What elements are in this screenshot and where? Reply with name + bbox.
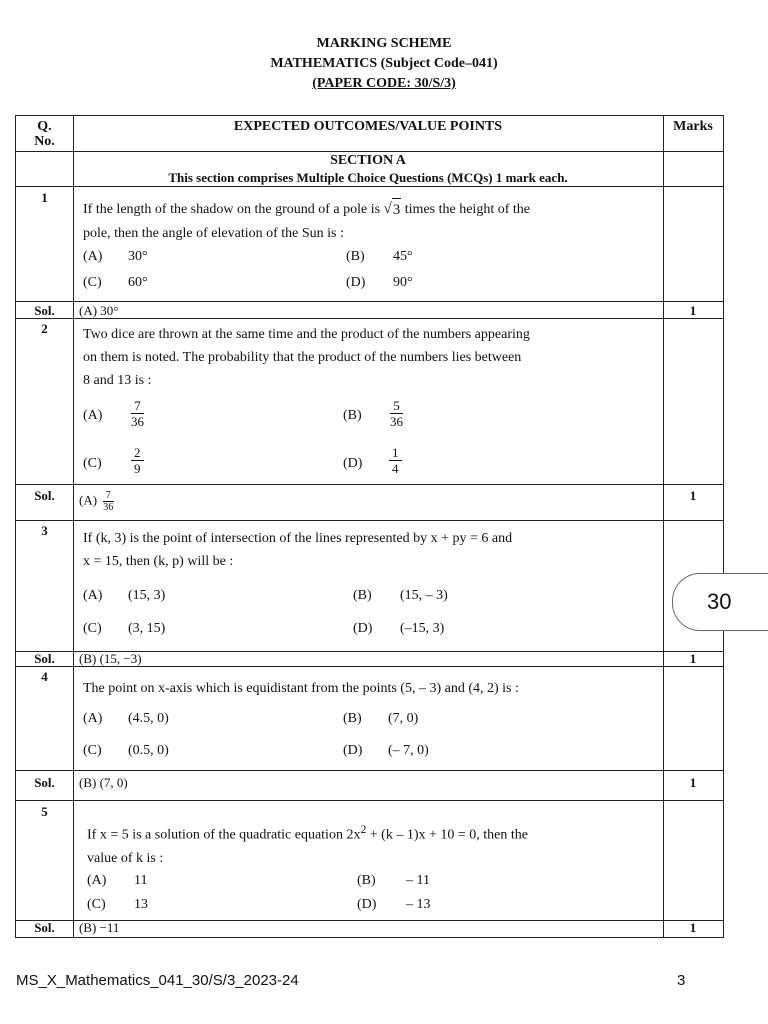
question-text-part: + (k – 1)x + 10 = 0, then the — [366, 827, 528, 843]
option-label: (C) — [83, 456, 102, 471]
option-value: (7, 0) — [388, 711, 419, 726]
question-number: 5 — [41, 804, 48, 819]
option-label: (A) — [83, 711, 103, 726]
fraction — [387, 398, 406, 429]
solution-value — [79, 490, 116, 513]
marks-header: Marks — [673, 119, 713, 134]
solution-value: (B) −11 — [79, 920, 120, 935]
solution-label: Sol. — [34, 651, 55, 666]
fraction-numerator: 5 — [390, 398, 403, 414]
question-text-part: If the length of the shadow on the ground of a pole is — [83, 202, 381, 217]
option-label: (A) — [83, 408, 103, 423]
column-divider — [663, 116, 664, 937]
footer-page-number: 3 — [677, 972, 686, 989]
fraction — [131, 445, 144, 476]
question-text-line: 8 and 13 is : — [83, 373, 152, 388]
question-text-line: pole, then the angle of elevation of the Sun is : — [83, 226, 344, 241]
option-value: – 13 — [406, 897, 431, 912]
option-label: (C) — [83, 621, 102, 636]
row-divider — [16, 770, 723, 771]
row-divider — [16, 484, 723, 485]
fraction-denominator: 9 — [134, 461, 141, 476]
marks-value: 1 — [689, 920, 697, 935]
option-label: (B) — [357, 873, 376, 888]
question-text — [83, 527, 653, 573]
option-value: 60° — [128, 275, 148, 290]
marks-value: 1 — [689, 651, 697, 666]
question-number: 2 — [41, 321, 48, 336]
marking-scheme-table — [15, 115, 724, 938]
option-value: (15, 3) — [128, 588, 166, 603]
marks-value: 1 — [689, 488, 697, 503]
option-label: (B) — [343, 408, 362, 423]
outcomes-header: EXPECTED OUTCOMES/VALUE POINTS — [233, 119, 503, 134]
fraction-denominator: 36 — [131, 414, 144, 429]
question-text-line: x = 15, then (k, p) will be : — [83, 554, 234, 569]
option-value: (4.5, 0) — [128, 711, 169, 726]
row-divider — [16, 920, 723, 921]
row-divider — [16, 800, 723, 801]
option-label: (C) — [83, 743, 102, 758]
column-divider — [73, 116, 74, 937]
marks-value: 1 — [689, 775, 697, 790]
question-text — [87, 818, 657, 870]
section-title: SECTION A — [330, 153, 406, 168]
fraction-numerator: 1 — [389, 445, 402, 461]
qno-header-line2: No. — [34, 134, 55, 149]
superscript: 2 — [360, 823, 367, 836]
page-number-badge — [672, 573, 768, 631]
option-label: (B) — [343, 711, 362, 726]
option-label: (A) — [87, 873, 107, 888]
solution-label: Sol. — [34, 303, 55, 318]
row-divider — [16, 318, 723, 319]
fraction-numerator: 2 — [131, 445, 144, 461]
question-number: 1 — [41, 190, 48, 205]
footer-document-code: MS_X_Mathematics_041_30/S/3_2023-24 — [16, 972, 299, 989]
question-text-line: Two dice are thrown at the same time and the product of the numbers appearing — [83, 327, 530, 342]
fraction-denominator: 36 — [103, 502, 114, 513]
fraction-denominator: 4 — [392, 461, 399, 476]
solution-option: (A) — [79, 492, 98, 508]
option-value: 30° — [128, 249, 148, 264]
question-text-part: If x = 5 is a solution of the quadratic equation 2x — [87, 827, 361, 843]
question-text-line: value of k is : — [87, 850, 164, 866]
question-text-part: times the height of the — [404, 202, 530, 217]
option-value: 11 — [134, 873, 148, 888]
fraction — [389, 445, 402, 476]
radicand: 3 — [392, 198, 402, 222]
option-value: 90° — [393, 275, 413, 290]
solution-label: Sol. — [34, 488, 55, 503]
option-value: – 11 — [406, 873, 430, 888]
subject-title: MATHEMATICS (Subject Code–041) — [270, 56, 498, 71]
fraction-numerator: 7 — [131, 398, 144, 414]
fraction — [128, 398, 147, 429]
option-value: 13 — [134, 897, 148, 912]
option-label: (B) — [353, 588, 372, 603]
question-text — [83, 323, 653, 392]
square-root: √ 3 — [384, 198, 402, 222]
question-text — [83, 677, 653, 700]
option-value: (– 7, 0) — [388, 743, 429, 758]
question-text-line: If (k, 3) is the point of intersection of the lines represented by x + py = 6 and — [83, 531, 513, 546]
solution-value: (B) (15, −3) — [79, 651, 142, 666]
row-divider — [16, 301, 723, 302]
option-label: (A) — [83, 588, 103, 603]
option-label: (D) — [353, 621, 373, 636]
solution-label: Sol. — [34, 920, 55, 935]
option-value: (–15, 3) — [400, 621, 445, 636]
option-label: (B) — [346, 249, 365, 264]
option-value: (3, 15) — [128, 621, 166, 636]
question-number: 3 — [41, 523, 48, 538]
marks-value: 1 — [689, 303, 697, 318]
solution-value: (B) (7, 0) — [79, 775, 128, 790]
option-label: (D) — [343, 456, 363, 471]
row-divider — [16, 186, 723, 187]
option-label: (D) — [357, 897, 377, 912]
row-divider — [16, 520, 723, 521]
solution-label: Sol. — [34, 775, 55, 790]
option-label: (A) — [83, 249, 103, 264]
section-description: This section comprises Multiple Choice Questions (MCQs) 1 mark each. — [168, 170, 568, 185]
question-text-line: The point on x-axis which is equidistant from the points (5, – 3) and (4, 2) is : — [83, 681, 519, 696]
paper-code: (PAPER CODE: 30/S/3) — [312, 76, 456, 91]
option-value: (15, – 3) — [400, 588, 448, 603]
fraction-denominator: 36 — [390, 414, 403, 429]
page-number-badge-text: 30 — [707, 589, 732, 614]
fraction-numerator: 7 — [103, 490, 114, 502]
option-label: (D) — [346, 275, 366, 290]
marking-scheme-title: MARKING SCHEME — [316, 36, 452, 51]
qno-header-line1: Q. — [37, 119, 52, 134]
question-text-line — [87, 818, 657, 847]
question-text — [83, 198, 653, 245]
option-value: (0.5, 0) — [128, 743, 169, 758]
solution-value: (A) 30° — [79, 303, 119, 318]
qno-header — [16, 119, 73, 149]
row-divider — [16, 151, 723, 152]
option-value: 45° — [393, 249, 413, 264]
option-label: (C) — [83, 275, 102, 290]
option-label: (C) — [87, 897, 106, 912]
question-number: 4 — [41, 669, 48, 684]
option-label: (D) — [343, 743, 363, 758]
question-text-line: on them is noted. The probability that the product of the numbers lies between — [83, 350, 522, 365]
